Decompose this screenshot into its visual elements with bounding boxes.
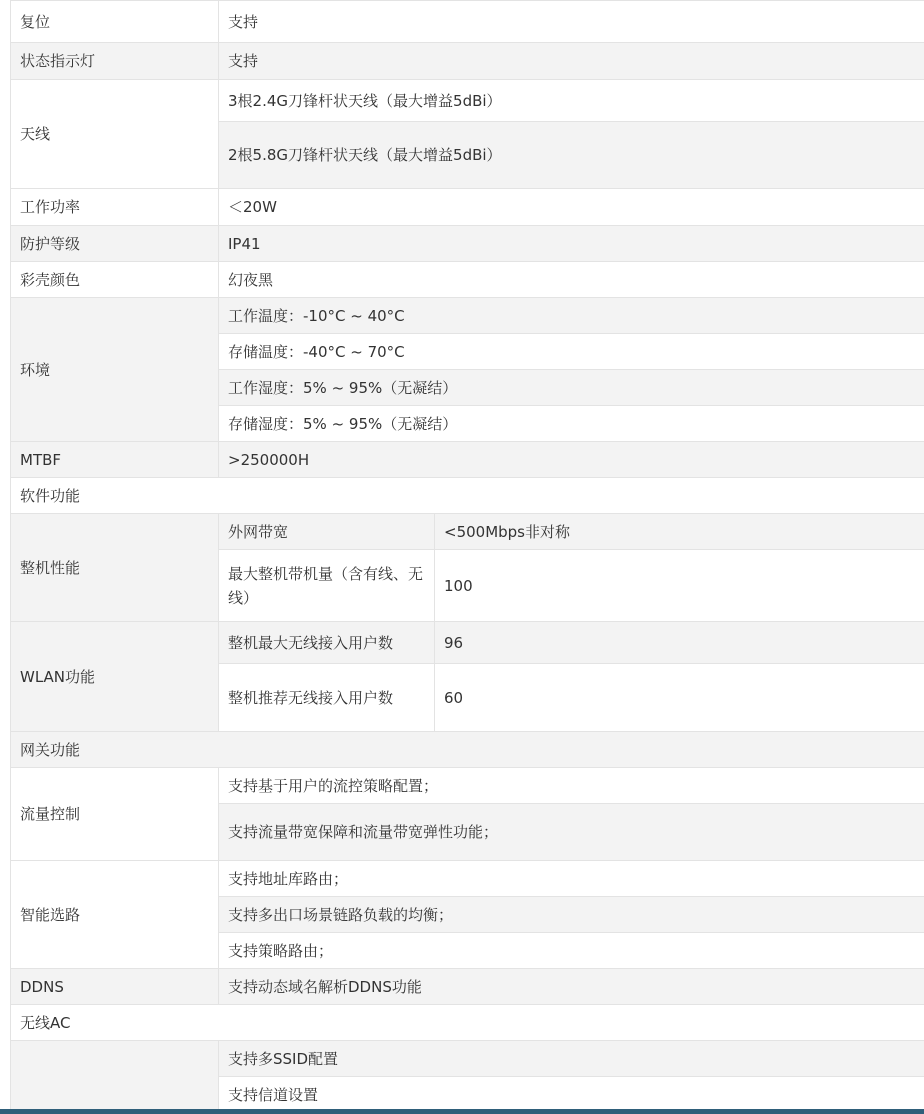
row-value: 存储温度：-40°C ~ 70°C (219, 334, 924, 370)
section-header-gateway: 网关功能 (11, 732, 924, 768)
sub-value: 60 (435, 664, 924, 732)
row-label: MTBF (11, 442, 219, 478)
table-row (11, 80, 924, 122)
table-row (11, 298, 924, 334)
table-row (11, 1041, 924, 1077)
sub-label: 外网带宽 (219, 514, 435, 550)
row-value: 工作温度：-10°C ~ 40°C (219, 298, 924, 334)
sub-value: 100 (435, 550, 924, 622)
row-label: DDNS (11, 969, 219, 1005)
section-row (11, 478, 924, 514)
table-row (11, 768, 924, 804)
sub-value: <500Mbps非对称 (435, 514, 924, 550)
section-header-software: 软件功能 (11, 478, 924, 514)
row-value: 支持多SSID配置 (219, 1041, 924, 1077)
row-value: IP41 (219, 226, 924, 262)
row-value: 支持多出口场景链路负载的均衡； (219, 897, 924, 933)
row-value: 支持 (219, 1, 924, 43)
row-label: WLAN功能 (11, 622, 219, 732)
section-row (11, 732, 924, 768)
spec-table (10, 0, 924, 1113)
row-label: 工作功率 (11, 189, 219, 226)
row-label: 流量控制 (11, 768, 219, 861)
row-value: 支持地址库路由； (219, 861, 924, 897)
row-value: 2根5.8G刀锋杆状天线（最大增益5dBi） (219, 122, 924, 189)
row-label: 智能选路 (11, 861, 219, 969)
table-row (11, 262, 924, 298)
row-value: ＜20W (219, 189, 924, 226)
row-label: 环境 (11, 298, 219, 442)
row-value: 3根2.4G刀锋杆状天线（最大增益5dBi） (219, 80, 924, 122)
table-row (11, 442, 924, 478)
sub-label: 整机最大无线接入用户数 (219, 622, 435, 664)
row-value: 支持基于用户的流控策略配置； (219, 768, 924, 804)
sub-value: 96 (435, 622, 924, 664)
bottom-border-bar (0, 1109, 924, 1114)
table-row (11, 43, 924, 80)
row-label: 状态指示灯 (11, 43, 219, 80)
section-header-wireless-ac: 无线AC (11, 1005, 924, 1041)
row-value: 工作湿度：5% ~ 95%（无凝结） (219, 370, 924, 406)
table-row (11, 514, 924, 550)
row-label: 彩壳颜色 (11, 262, 219, 298)
row-value: 幻夜黑 (219, 262, 924, 298)
table-row (11, 226, 924, 262)
table-row (11, 1, 924, 43)
row-value: 存储湿度：5% ~ 95%（无凝结） (219, 406, 924, 442)
row-value: 支持策略路由； (219, 933, 924, 969)
sub-label: 整机推荐无线接入用户数 (219, 664, 435, 732)
row-value: 支持动态域名解析DDNS功能 (219, 969, 924, 1005)
row-label: 复位 (11, 1, 219, 43)
table-row (11, 861, 924, 897)
row-value: >250000H (219, 442, 924, 478)
row-label (11, 1041, 219, 1113)
row-value: 支持信道设置 (219, 1077, 924, 1113)
table-row (11, 189, 924, 226)
row-value: 支持 (219, 43, 924, 80)
section-row (11, 1005, 924, 1041)
table-row (11, 622, 924, 664)
row-label: 天线 (11, 80, 219, 189)
row-value: 支持流量带宽保障和流量带宽弹性功能； (219, 804, 924, 861)
row-label: 防护等级 (11, 226, 219, 262)
row-label: 整机性能 (11, 514, 219, 622)
table-row (11, 969, 924, 1005)
sub-label: 最大整机带机量（含有线、无线） (219, 550, 435, 622)
